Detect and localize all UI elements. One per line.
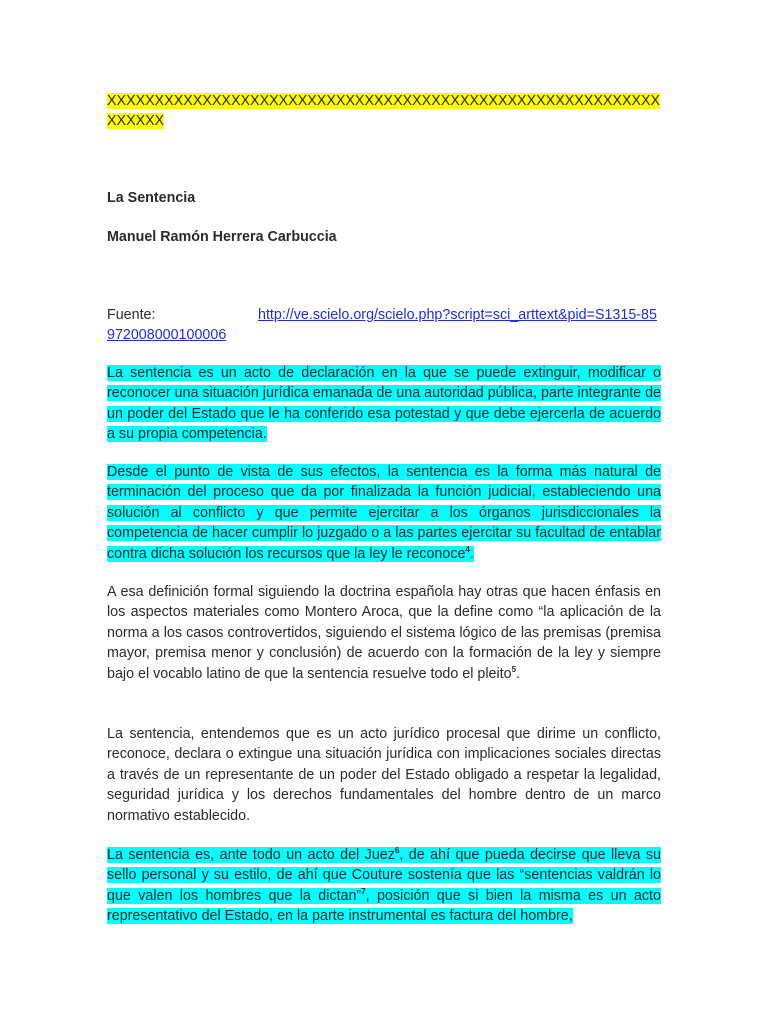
paragraph-5-text-c: , posición que si bien la misma es un acto representativo del Estado, en la parte instrumental es factura del hombre, [107, 887, 661, 925]
paragraph-2-highlight [107, 464, 661, 562]
paragraph-3-text: A esa definición formal siguiendo la doctrina española hay otras que hacen énfasis en los aspectos materiales como Montero Aroca, que la define como “la aplicación de la norma a los casos controvertidos, siguiendo el sistema lógico de las premisas (premisa mayor, premisa menor y conclusión) de acuerdo con la formación de la ley y siempre bajo el vocablo latino de que la sentencia resuelve todo el pleito [107, 584, 661, 682]
redacted-header-text: XXXXXXXXXXXXXXXXXXXXXXXXXXXXXXXXXXXXXXXXXXXXXXXXXXXXXXXXXXXXXXXX [107, 93, 661, 129]
paragraph-2 [107, 462, 661, 564]
footnote-ref-4[interactable]: 4 [465, 544, 470, 554]
paragraph-2-text: Desde el punto de vista de sus efectos, la sentencia es la forma más natural de terminación del proceso que da por finalizada la función judicial, estableciendo una solución al conflicto y que permite ejercitar a los órganos jurisdiccionales la competencia de hacer cumplir lo juzgado o a las partes ejercitar su facultad de entablar contra dicha solución los recursos que la ley le reconoce [107, 464, 661, 562]
footnote-ref-6[interactable]: 6 [394, 846, 400, 856]
paragraph-3-end: . [516, 665, 521, 682]
document-author: Manuel Ramón Herrera Carbuccia [107, 229, 337, 245]
paragraph-1-text: La sentencia es un acto de declaración en la que se puede extinguir, modificar o reconocer una situación jurídica emanada de una autoridad pública, parte integrante de un poder del Estado que le ha conferido esa potestad y que debe ejercerla de acuerdo a su propia competencia. [107, 365, 661, 443]
source-link[interactable]: http://ve.scielo.org/scielo.php?script=sci_arttext&pid=S1315-85972008000100006 [107, 307, 657, 343]
source-label: Fuente: [107, 307, 156, 323]
document-title: La Sentencia [107, 190, 196, 206]
footnote-ref-5[interactable]: 5 [511, 664, 517, 674]
paragraph-5 [107, 845, 661, 927]
source-line [107, 305, 661, 345]
paragraph-4 [107, 724, 661, 826]
paragraph-3 [107, 582, 661, 684]
footnote-ref-7[interactable]: 7 [361, 887, 366, 897]
redacted-header [107, 92, 661, 131]
paragraph-4-text: La sentencia, entendemos que es un acto jurídico procesal que dirime un conflicto, reconoce, declara o extingue una situación jurídica con implicaciones sociales directas a través de un representante de un poder del Estado obligado a respetar la legalidad, seguridad jurídica y los derechos fundamentales del hombre dentro de un marco normativo establecido. [107, 726, 661, 824]
paragraph-5-text-b: , de ahí que pueda decirse que lleva su sello personal y su estilo, de ahí que Couture sostenía que las “sentencias valdrán lo que valen los hombres que la dictan” [107, 847, 661, 904]
paragraph-2-end: . [469, 545, 474, 562]
paragraph-5-text-a: La sentencia es, ante todo un acto del Juez [107, 847, 395, 863]
paragraph-5-highlight [107, 847, 661, 924]
paragraph-1 [107, 363, 661, 445]
